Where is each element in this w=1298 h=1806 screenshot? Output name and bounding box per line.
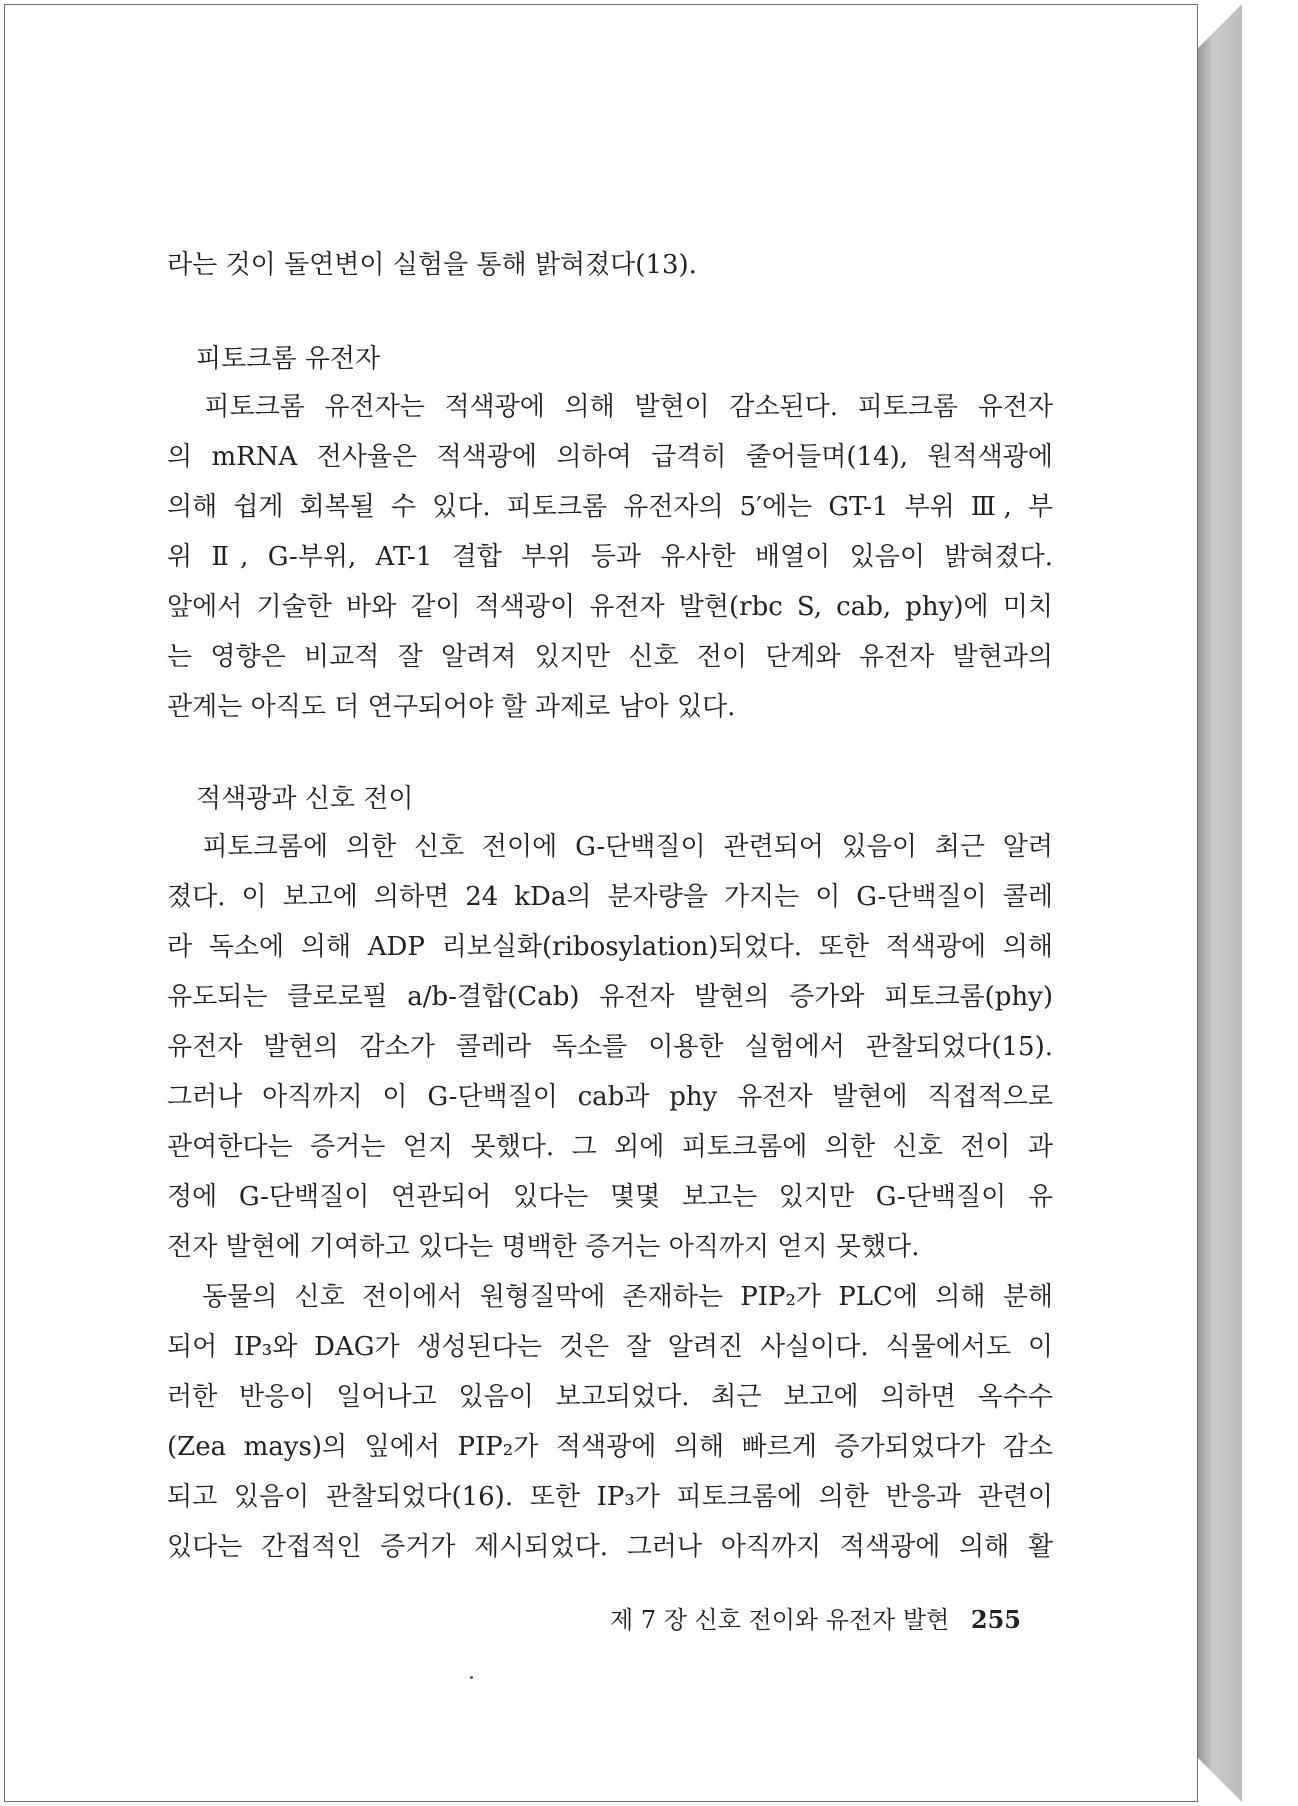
- text-line: 위 Ⅱ, G-부위, AT-1 결합 부위 등과 유사한 배열이 있음이 밝혀졌다.: [167, 542, 1053, 572]
- intro-line: 라는 것이 돌연변이 실험을 통해 밝혀졌다(13).: [167, 250, 697, 280]
- text-line: 피토크롬 유전자는 적색광에 의해 발현이 감소된다. 피토크롬 유전자: [167, 392, 1053, 422]
- page-edge-shadow: [1198, 4, 1242, 1802]
- chapter-title: 제 7 장 신호 전이와 유전자 발현: [610, 1606, 950, 1634]
- text-line: (Zea mays)의 잎에서 PIP₂가 적색광에 의해 빠르게 증가되었다가 감소: [167, 1432, 1053, 1462]
- text-line: 동물의 신호 전이에서 원형질막에 존재하는 PIP₂가 PLC에 의해 분해: [167, 1282, 1053, 1312]
- text-line: 의해 쉽게 회복될 수 있다. 피토크롬 유전자의 5′에는 GT-1 부위 Ⅲ, 부: [167, 492, 1053, 522]
- text-line: 유전자 발현의 감소가 콜레라 독소를 이용한 실험에서 관찰되었다(15).: [167, 1032, 1053, 1062]
- text-line: 전자 발현에 기여하고 있다는 명백한 증거는 아직까지 얻지 못했다.: [167, 1232, 920, 1262]
- section-heading-phytochrome-gene: 피토크롬 유전자: [196, 344, 381, 374]
- text-line: 는 영향은 비교적 잘 알려져 있지만 신호 전이 단계와 유전자 발현과의: [167, 642, 1053, 672]
- text-line: 의 mRNA 전사율은 적색광에 의하여 급격히 줄어들며(14), 원적색광에: [167, 442, 1053, 472]
- text-line: 피토크롬에 의한 신호 전이에 G-단백질이 관련되어 있음이 최근 알려: [167, 832, 1053, 862]
- text-line: 유도되는 클로로필 a/b-결합(Cab) 유전자 발현의 증가와 피토크롬(phy): [167, 982, 1053, 1012]
- section-body-phytochrome-gene: [167, 382, 1053, 732]
- text-line: 관여한다는 증거는 얻지 못했다. 그 외에 피토크롬에 의한 신호 전이 과: [167, 1132, 1053, 1162]
- text-line: 앞에서 기술한 바와 같이 적색광이 유전자 발현(rbc S, cab, phy)에 미치: [167, 592, 1053, 622]
- section-body-red-light-signal: [167, 822, 1053, 1572]
- text-line: 러한 반응이 일어나고 있음이 보고되었다. 최근 보고에 의하면 옥수수: [167, 1382, 1053, 1412]
- text-line: 그러나 아직까지 이 G-단백질이 cab과 phy 유전자 발현에 직접적으로: [167, 1082, 1053, 1112]
- intro-paragraph: [167, 240, 1053, 290]
- text-line: 라 독소에 의해 ADP 리보실화(ribosylation)되었다. 또한 적색광에 의해: [167, 932, 1053, 962]
- page-edge-corner-bottom: [1198, 1758, 1242, 1802]
- page-footer: [610, 1600, 1021, 1635]
- print-speck: [470, 1676, 473, 1679]
- text-line: 되어 IP₃와 DAG가 생성된다는 것은 잘 알려진 사실이다. 식물에서도 이: [167, 1332, 1053, 1362]
- section-heading-red-light-signal: 적색광과 신호 전이: [196, 784, 414, 814]
- text-line: 관계는 아직도 더 연구되어야 할 과제로 남아 있다.: [167, 692, 736, 722]
- text-line: 있다는 간접적인 증거가 제시되었다. 그러나 아직까지 적색광에 의해 활: [167, 1532, 1053, 1562]
- page-edge-corner-top: [1198, 4, 1242, 48]
- text-line: 되고 있음이 관찰되었다(16). 또한 IP₃가 피토크롬에 의한 반응과 관련이: [167, 1482, 1053, 1512]
- text-line: 졌다. 이 보고에 의하면 24 kDa의 분자량을 가지는 이 G-단백질이 콜레: [167, 882, 1053, 912]
- text-line: 정에 G-단백질이 연관되어 있다는 몇몇 보고는 있지만 G-단백질이 유: [167, 1182, 1053, 1212]
- page-number: 255: [970, 1605, 1022, 1634]
